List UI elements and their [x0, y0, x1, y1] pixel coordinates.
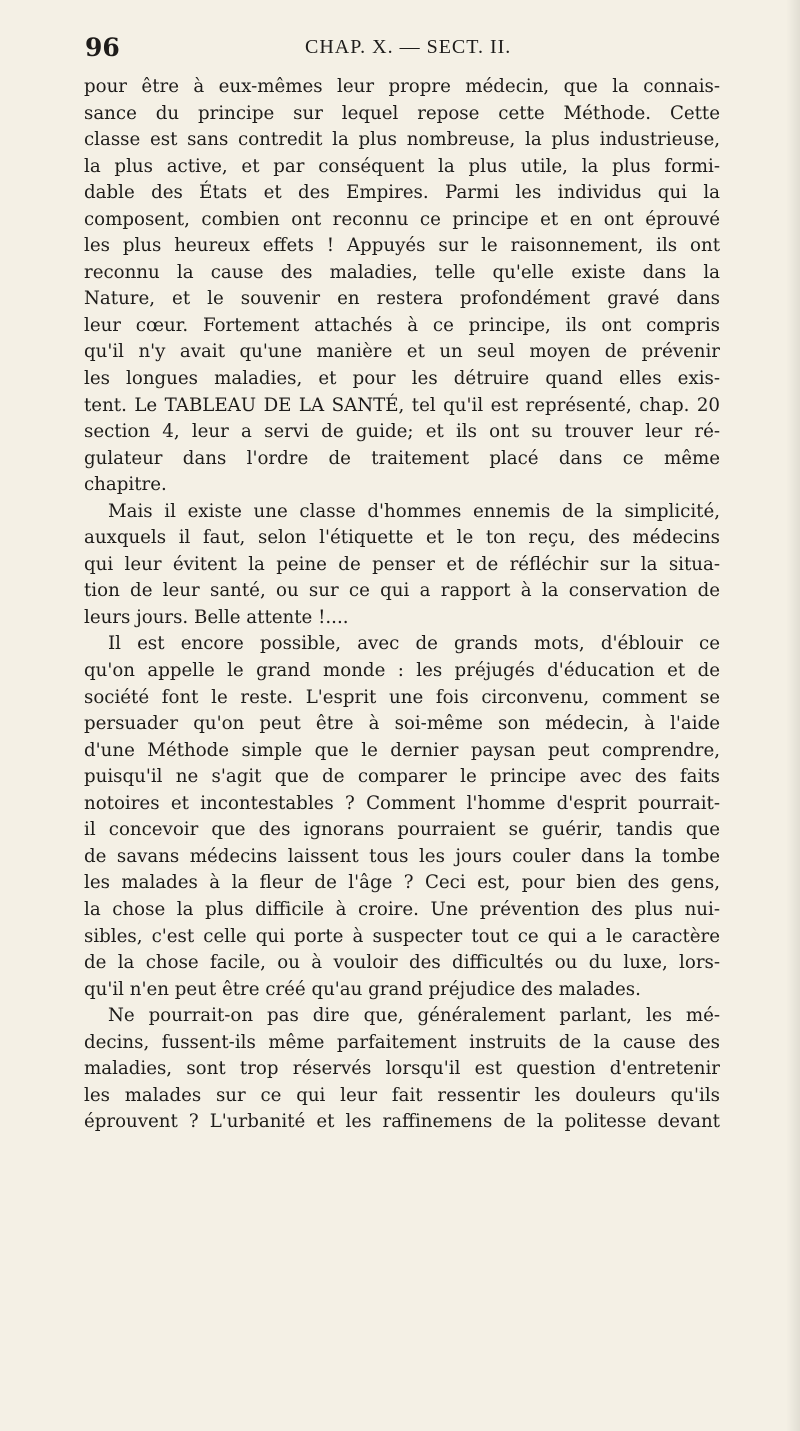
text-line: la chose la plus difficile à croire. Une prévention des plus nui-: [84, 898, 720, 920]
text-line: éprouvent ? L'urbanité et les raffinemens de la politesse devant: [84, 1111, 720, 1133]
text-line: la plus active, et par conséquent la plus utile, la plus formi-: [84, 155, 720, 177]
text-line: composent, combien ont reconnu ce principe et en ont éprouvé: [84, 208, 720, 230]
text-line: chapitre.: [84, 474, 167, 496]
text-line: leur cœur. Fortement attachés à ce principe, ils ont compris: [84, 314, 720, 336]
text-line: il concevoir que des ignorans pourraient se guérir, tandis que: [84, 819, 720, 841]
text-line: sance du principe sur lequel repose cette Méthode. Cette: [84, 102, 720, 124]
text-line: auxquels il faut, selon l'étiquette et le ton reçu, des médecins: [84, 527, 720, 549]
text-line: notoires et incontestables ? Comment l'homme d'esprit pourrait-: [84, 792, 720, 814]
text-line: sibles, c'est celle qui porte à suspecter tout ce qui a le caractère: [84, 925, 720, 947]
text-line: société font le reste. L'esprit une fois circonvenu, comment se: [84, 686, 720, 708]
text-line: dable des États et des Empires. Parmi les individus qui la: [84, 182, 720, 204]
text-line: les malades à la fleur de l'âge ? Ceci est, pour bien des gens,: [84, 872, 720, 894]
page-edge-shadow: [786, 0, 800, 1431]
text-line: de savans médecins laissent tous les jours couler dans la tombe: [84, 845, 720, 867]
text-line: qu'il n'en peut être créé qu'au grand préjudice des malades.: [84, 978, 641, 1000]
text-line: d'une Méthode simple que le dernier paysan peut comprendre,: [84, 739, 720, 761]
text-line: qui leur évitent la peine de penser et de réfléchir sur la situa-: [84, 553, 720, 575]
paragraph-first-line: Mais il existe une classe d'hommes ennemis de la simplicité,: [108, 500, 720, 522]
text-line: pour être à eux-mêmes leur propre médecin, que la connais-: [84, 76, 720, 97]
paragraph-first-line: Il est encore possible, avec de grands mots, d'éblouir ce: [108, 633, 720, 655]
text-line: leurs jours. Belle attente !....: [84, 606, 349, 628]
page-number: 96: [85, 33, 120, 62]
text-line: les longues maladies, et pour les détruire quand elles exis-: [84, 368, 720, 390]
text-line: tion de leur santé, ou sur ce qui a rapport à la conservation de: [84, 580, 720, 602]
text-line: les plus heureux effets ! Appuyés sur le raisonnement, ils ont: [84, 235, 720, 257]
text-line: qu'il n'y avait qu'une manière et un seul moyen de prévenir: [84, 341, 720, 363]
text-line: tent. Le TABLEAU DE LA SANTÉ, tel qu'il est représenté, chap. 20: [84, 394, 720, 416]
text-line: maladies, sont trop réservés lorsqu'il est question d'entretenir: [84, 1058, 720, 1080]
text-line: persuader qu'on peut être à soi-même son médecin, à l'aide: [84, 713, 720, 735]
text-line: section 4, leur a servi de guide; et ils ont su trouver leur ré-: [84, 421, 720, 443]
body-text: [84, 74, 720, 1136]
text-line: qu'on appelle le grand monde : les préjugés d'éducation et de: [84, 660, 720, 682]
text-line: gulateur dans l'ordre de traitement placé dans ce même: [84, 447, 720, 469]
running-head: [85, 33, 715, 65]
text-line: decins, fussent-ils même parfaitement instruits de la cause des: [84, 1031, 720, 1053]
paragraph-first-line: Ne pourrait-on pas dire que, généralement parlant, les mé-: [108, 1005, 720, 1027]
text-line: les malades sur ce qui leur fait ressentir les douleurs qu'ils: [84, 1084, 720, 1106]
text-line: puisqu'il ne s'agit que de comparer le principe avec des faits: [84, 766, 720, 788]
text-line: de la chose facile, ou à vouloir des difficultés ou du luxe, lors-: [84, 952, 720, 974]
text-line: reconnu la cause des maladies, telle qu'elle existe dans la: [84, 261, 720, 283]
text-line: Nature, et le souvenir en restera profondément gravé dans: [84, 288, 720, 310]
chapter-heading: CHAP. X. — SECT. II.: [305, 36, 512, 58]
text-line: classe est sans contredit la plus nombreuse, la plus industrieuse,: [84, 129, 720, 151]
